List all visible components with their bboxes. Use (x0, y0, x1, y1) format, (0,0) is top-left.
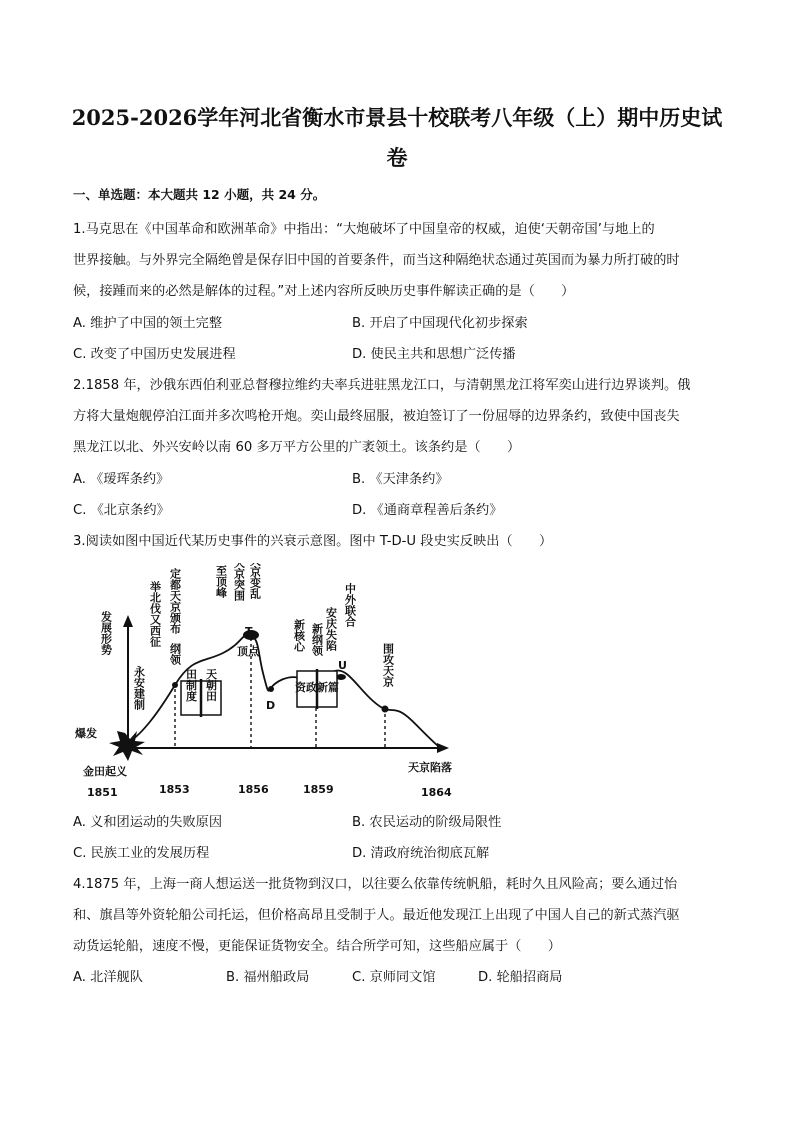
label-start-top: 爆发 (75, 727, 97, 740)
explosion-icon (109, 731, 145, 761)
q2-stem-line1: 2.1858 年，沙俄东西伯利亚总督穆拉维约夫率兵进驻黑龙江口，与清朝黑龙江将军奕山进行边界谈判。俄 (73, 378, 691, 393)
q1-option-d[interactable]: D. 使民主共和思想广泛传播 (352, 347, 516, 362)
q4-stem-line1: 4.1875 年，上海一商人想运送一批货物到汉口，以往要么依靠传统帆船，耗时久且风险高；要么通过怡 (73, 877, 678, 892)
q1-option-b[interactable]: B. 开启了中国现代化初步探索 (352, 316, 528, 331)
section-heading: 一、单选题：本大题共 12 小题，共 24 分。 (73, 187, 326, 202)
q3-option-b[interactable]: B. 农民运动的阶级局限性 (352, 815, 502, 830)
point-yongan (172, 682, 178, 688)
q1-option-a[interactable]: A. 维护了中国的领土完整 (73, 316, 223, 331)
q1-stem-line1: 1.马克思在《中国革命和欧洲革命》中指出：“大炮破坏了中国皇帝的权威，迫使‘天朝帝国’与地上的 (73, 222, 655, 237)
q3-stem-line1: 3.阅读如图中国近代某历史事件的兴衰示意图。图中 T-D-U 段史实反映出（ ） (73, 534, 553, 549)
label-yongan: 永安建制 (132, 666, 146, 710)
q4-option-d[interactable]: D. 轮船招商局 (478, 970, 563, 985)
q2-option-b[interactable]: B. 《天津条约》 (352, 472, 449, 487)
q3-option-c[interactable]: C. 民族工业的发展历程 (73, 846, 210, 861)
x-tick-1859: 1859 (303, 783, 334, 796)
x-tick-1864: 1864 (421, 786, 452, 799)
label-beifa: 举北伐又西征 (148, 581, 162, 647)
x-tick-1856: 1856 (238, 783, 269, 796)
q1-stem-line3: 候，接踵而来的必然是解体的过程。”对上述内容所反映历史事件解读正确的是（ ） (73, 284, 575, 299)
label-anqing: 安庆失陷 (324, 607, 338, 651)
q2-stem-line3: 黑龙江以北、外兴安岭以南 60 多万平方公里的广袤领土。该条约是（ ） (73, 440, 521, 455)
q4-option-c[interactable]: C. 京师同文馆 (352, 970, 436, 985)
label-point-t: T (245, 625, 253, 638)
label-point-d: D (266, 699, 276, 712)
x-axis-arrow (437, 743, 449, 753)
label-tianjing: 天京变乱 (248, 563, 262, 599)
q4-option-b[interactable]: B. 福州船政局 (226, 970, 310, 985)
chart-svg (73, 563, 473, 805)
q4-stem-line3: 动货运轮船，速度不慢，更能保证货物安全。结合所学可知，这些船应属于（ ） (73, 939, 561, 954)
taiping-rise-fall-chart (73, 563, 473, 805)
q1-option-c[interactable]: C. 改变了中国历史发展进程 (73, 347, 236, 362)
label-dingdu2: 纲领 (168, 643, 182, 665)
q2-option-d[interactable]: D. 《通商章程善后条约》 (352, 503, 503, 518)
label-dingdian: 顶点 (237, 645, 259, 658)
label-dingdu: 定都天京颁布 (168, 568, 182, 634)
book1-right-text: 天朝田 (204, 668, 218, 702)
label-xingangling: 新纲领 (310, 623, 324, 656)
label-xinheixin: 新核心 (292, 619, 306, 652)
y-axis-label: 发展形势 (99, 611, 113, 655)
exam-title-line1: 2025-2026学年河北省衡水市景县十校联考八年级（上）期中历史试 (71, 105, 723, 130)
q3-option-a[interactable]: A. 义和团运动的失败原因 (73, 815, 223, 830)
label-end: 天京陷落 (408, 761, 452, 774)
q2-stem-line2: 方将大量炮舰停泊江面并多次鸣枪开炮。奕山最终屈服，被迫签订了一份屈辱的边界条约，致使中国丧失 (73, 409, 680, 424)
label-point-u: U (338, 659, 347, 672)
q2-option-a[interactable]: A. 《瑷珲条约》 (73, 472, 170, 487)
q4-option-a[interactable]: A. 北洋舰队 (73, 970, 143, 985)
label-zhongwai: 中外联合 (343, 583, 357, 627)
q4-stem-line2: 和、旗昌等外资轮船公司托运，但价格高昂且受制于人。最近他发现江上出现了中国人自己的新式蒸汽驱 (73, 908, 680, 923)
label-dingfeng: 至顶峰 (214, 565, 228, 598)
q1-stem-line2: 世界接触。与外界完全隔绝曾是保存旧中国的首要条件，而当这种隔绝状态通过英国而为暴力所打破的时 (73, 253, 680, 268)
book2-text: 资政新篇 (295, 681, 339, 694)
label-weigong: 围攻天京 (381, 643, 395, 687)
q3-option-d[interactable]: D. 清政府统治彻底瓦解 (352, 846, 490, 861)
q2-option-c[interactable]: C. 《北京条约》 (73, 503, 170, 518)
point-weigong (382, 706, 389, 713)
y-axis-arrow (123, 615, 133, 627)
x-tick-1853: 1853 (159, 783, 190, 796)
book1-left-text: 田制度 (184, 668, 198, 702)
label-tujing: 天京突围 (232, 563, 246, 601)
label-start-bottom: 金田起义 (83, 765, 127, 778)
exam-title-line2: 卷 (386, 145, 408, 170)
point-d (268, 686, 274, 692)
x-tick-1851: 1851 (87, 786, 118, 799)
